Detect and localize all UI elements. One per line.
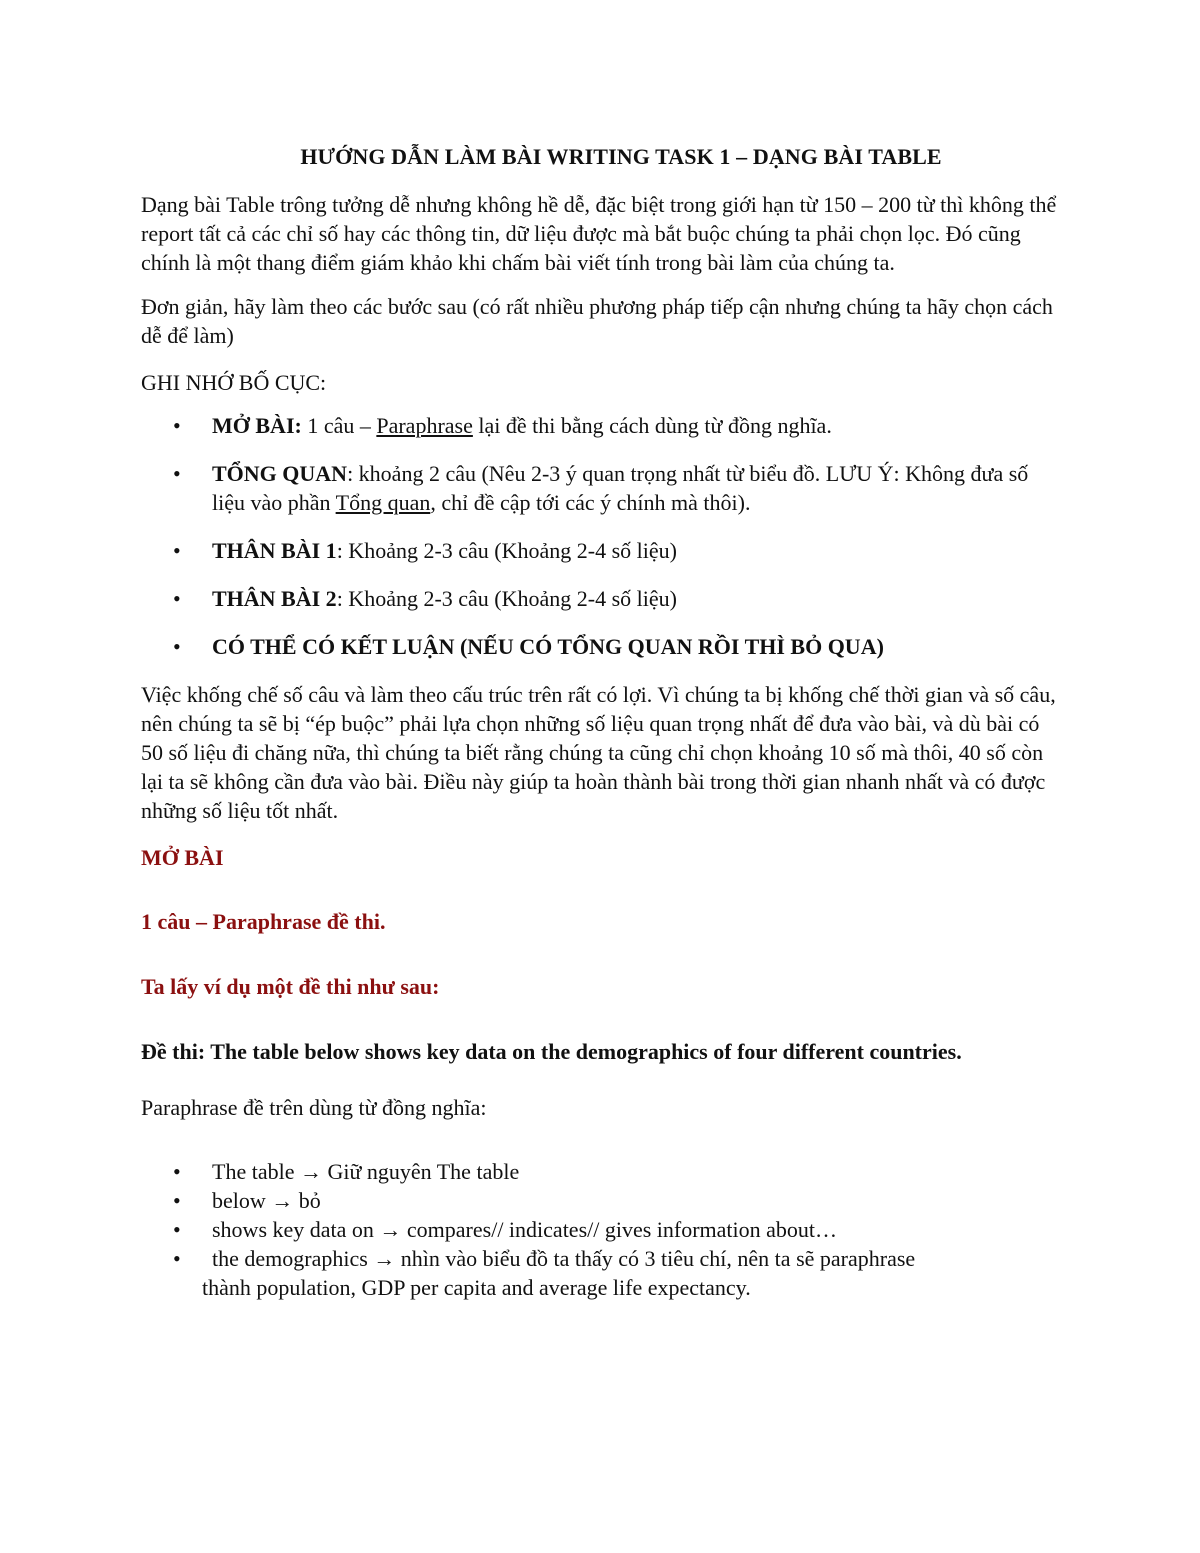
bullet-icon: •: [173, 634, 181, 659]
item-text: : Khoảng 2-3 câu (Khoảng 2-4 số liệu): [336, 538, 677, 563]
document-body: [141, 140, 1061, 1302]
list-item: [141, 411, 1061, 440]
item-text: 1 câu –: [301, 413, 377, 438]
paraphrase-list: [141, 1157, 1061, 1302]
item-text: shows key data on → compares// indicates// gives information about…: [212, 1217, 838, 1242]
item-text: , chỉ đề cập tới các ý chính mà thôi).: [430, 490, 751, 515]
list-item: [141, 632, 1061, 661]
item-strong: THÂN BÀI 1: [212, 538, 337, 563]
structure-benefit-paragraph: Việc khống chế số câu và làm theo cấu trúc trên rất có lợi. Vì chúng ta bị khống chế thời gian và số câu, nên chúng ta sẽ bị “ép buộc” phải lựa chọn những số liệu quan trọng nhất để đưa vào bài, và dù bài có 50 số liệu đi chăng nữa, thì chúng ta biết rằng chúng ta cũng chỉ chọn khoảng 10 số mà thôi, 40 số còn lại ta sẽ không cần đưa vào bài. Điều này giúp ta hoàn thành bài trong thời gian nhanh nhất và có được những số liệu tốt nhất.: [141, 682, 1056, 823]
bullet-icon: •: [173, 586, 181, 611]
item-text: lại đề thi bằng cách dùng từ đồng nghĩa.: [472, 413, 832, 438]
heading-example: Ta lấy ví dụ một đề thi như sau:: [141, 974, 440, 999]
document-title: HƯỚNG DẪN LÀM BÀI WRITING TASK 1 – DẠNG BÀI TABLE: [300, 144, 942, 169]
heading-mo-bai: MỞ BÀI: [141, 845, 224, 870]
item-text: : khoảng 2 câu (Nêu 2-3 ý quan trọng nhất từ biểu đồ. LƯU Ý: Không đưa số liệu vào phần: [212, 461, 1029, 515]
paraphrase-intro: Paraphrase đề trên dùng từ đồng nghĩa:: [141, 1095, 487, 1120]
list-item: [141, 459, 1061, 517]
list-item: [141, 1186, 1061, 1215]
item-strong: CÓ THỂ CÓ KẾT LUẬN (NẾU CÓ TỔNG QUAN RỒI THÌ BỎ QUA): [212, 634, 884, 659]
item-strong: TỔNG QUAN: [212, 461, 348, 486]
item-underlined: Tổng quan: [335, 490, 431, 515]
bullet-icon: •: [173, 413, 181, 438]
item-text: : Khoảng 2-3 câu (Khoảng 2-4 số liệu): [336, 586, 677, 611]
bullet-icon: •: [173, 538, 181, 563]
layout-heading: GHI NHỚ BỐ CỤC:: [141, 370, 327, 395]
list-item: [141, 536, 1061, 565]
bullet-icon: •: [173, 1188, 181, 1213]
item-text: below → bỏ: [212, 1188, 321, 1213]
list-item: [141, 1244, 1061, 1302]
item-text: the demographics → nhìn vào biểu đồ ta thấy có 3 tiêu chí, nên ta sẽ paraphrase: [212, 1246, 916, 1271]
bullet-icon: •: [173, 1217, 181, 1242]
list-item: [141, 584, 1061, 613]
bullet-icon: •: [173, 1246, 181, 1271]
steps-paragraph: Đơn giản, hãy làm theo các bước sau (có rất nhiều phương pháp tiếp cận nhưng chúng ta hãy chọn cách dễ để làm): [141, 294, 1053, 348]
list-item: [141, 1215, 1061, 1244]
list-item: [141, 1157, 1061, 1186]
heading-one-sentence: 1 câu – Paraphrase đề thi.: [141, 909, 386, 934]
bullet-icon: •: [173, 461, 181, 486]
item-underlined: Paraphrase: [376, 413, 473, 438]
item-text-continued: thành population, GDP per capita and average life expectancy.: [202, 1275, 751, 1300]
exam-prompt: Đề thi: The table below shows key data on the demographics of four different countries.: [141, 1039, 962, 1064]
bullet-icon: •: [173, 1159, 181, 1184]
layout-list: [141, 411, 1061, 661]
item-strong: MỞ BÀI:: [212, 413, 302, 438]
item-text: The table → Giữ nguyên The table: [212, 1159, 520, 1184]
intro-paragraph: Dạng bài Table trông tưởng dễ nhưng không hề dễ, đặc biệt trong giới hạn từ 150 – 200 từ thì không thể report tất cả các chỉ số hay các thông tin, dữ liệu được mà bắt buộc chúng ta phải chọn lọc. Đó cũng chính là một thang điểm giám khảo khi chấm bài viết tính trong bài làm của chúng ta.: [141, 192, 1057, 275]
item-strong: THÂN BÀI 2: [212, 586, 337, 611]
